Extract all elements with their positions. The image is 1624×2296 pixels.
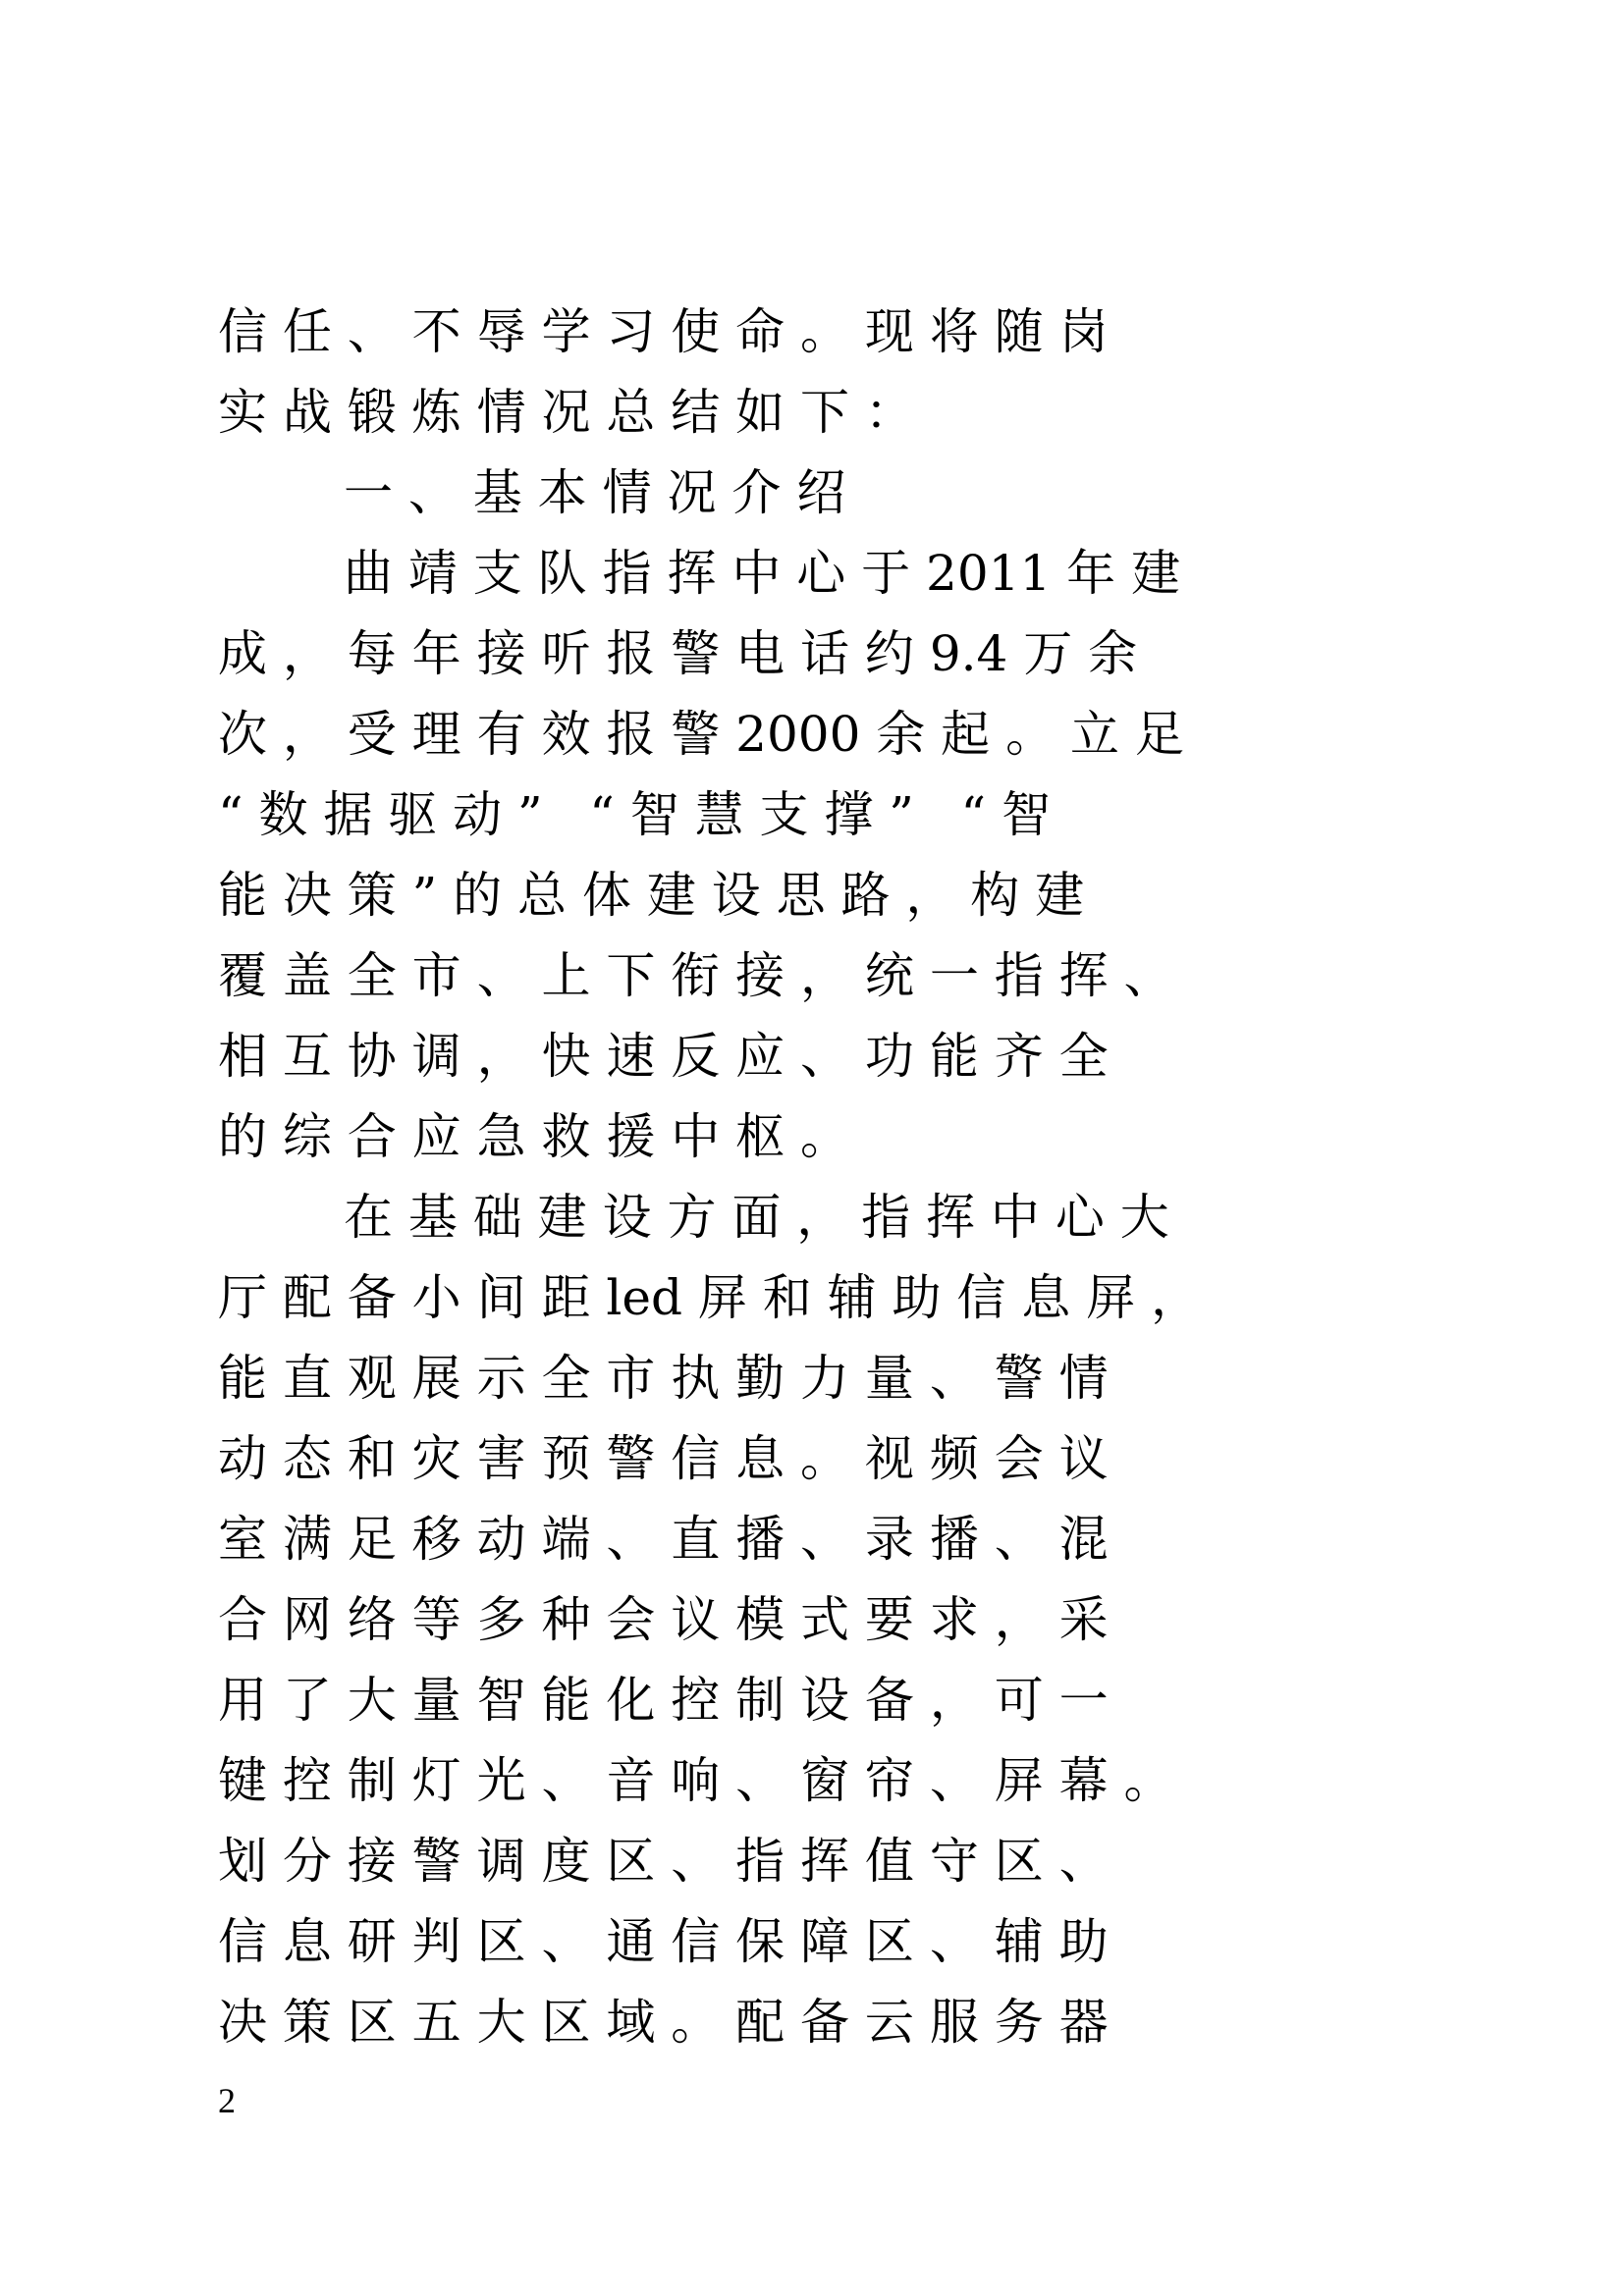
section-heading: 一 、 基 本 情 况 介 绍 [344, 464, 846, 521]
text-line-12: 在 基 础 建 设 方 面 ， 指 挥 中 心 大 [344, 1189, 1169, 1246]
text-line-22: 决 策 区 五 大 区 域 。 配 备 云 服 务 器 [218, 1994, 1109, 2051]
text-line-11: 的 综 合 应 急 救 援 中 枢 。 [218, 1108, 850, 1165]
text-line-19: 键 控 制 灯 光 、 音 响 、 窗 帘 、 屏 幕 。 [218, 1752, 1173, 1809]
text-line-16: 室 满 足 移 动 端 、 直 播 、 录 播 、 混 [218, 1511, 1109, 1568]
text-line-18: 用 了 大 量 智 能 化 控 制 设 备 ， 可 一 [218, 1672, 1109, 1729]
text-line-14: 能 直 观 展 示 全 市 执 勤 力 量 、 警 情 [218, 1350, 1109, 1407]
text-line-20: 划 分 接 警 调 度 区 、 指 挥 值 守 区 、 [218, 1833, 1109, 1890]
text-line-10: 相 互 协 调 ， 快 速 反 应 、 功 能 齐 全 [218, 1028, 1109, 1085]
page-number: 2 [218, 2081, 236, 2120]
text-line-7: “ 数 据 驱 动 ” “ 智 慧 支 撑 ” “ 智 [218, 786, 1051, 843]
text-line-2: 实 战 锻 炼 情 况 总 结 如 下 ： [218, 384, 914, 441]
text-line-21: 信 息 研 判 区 、 通 信 保 障 区 、 辅 助 [218, 1913, 1109, 1970]
text-line-13: 厅 配 备 小 间 距 led 屏 和 辅 助 信 息 屏 ， [218, 1269, 1201, 1326]
text-line-6: 次 ， 受 理 有 效 报 警 2000 余 起 。 立 足 [218, 706, 1184, 763]
text-line-15: 动 态 和 灾 害 预 警 信 息 。 视 频 会 议 [218, 1430, 1109, 1487]
text-line-17: 合 网 络 等 多 种 会 议 模 式 要 求 ， 采 [218, 1591, 1109, 1648]
text-line-5: 成 ， 每 年 接 听 报 警 电 话 约 9.4 万 余 [218, 625, 1138, 682]
text-line-1: 信 任 、 不 辱 学 习 使 命 。 现 将 随 岗 [218, 303, 1109, 360]
text-line-4: 曲 靖 支 队 指 挥 中 心 于 2011 年 建 [344, 545, 1181, 602]
text-line-8: 能 决 策 ” 的 总 体 建 设 思 路 ， 构 建 [218, 867, 1085, 924]
text-line-9: 覆 盖 全 市 、 上 下 衔 接 ， 统 一 指 挥 、 [218, 947, 1173, 1004]
